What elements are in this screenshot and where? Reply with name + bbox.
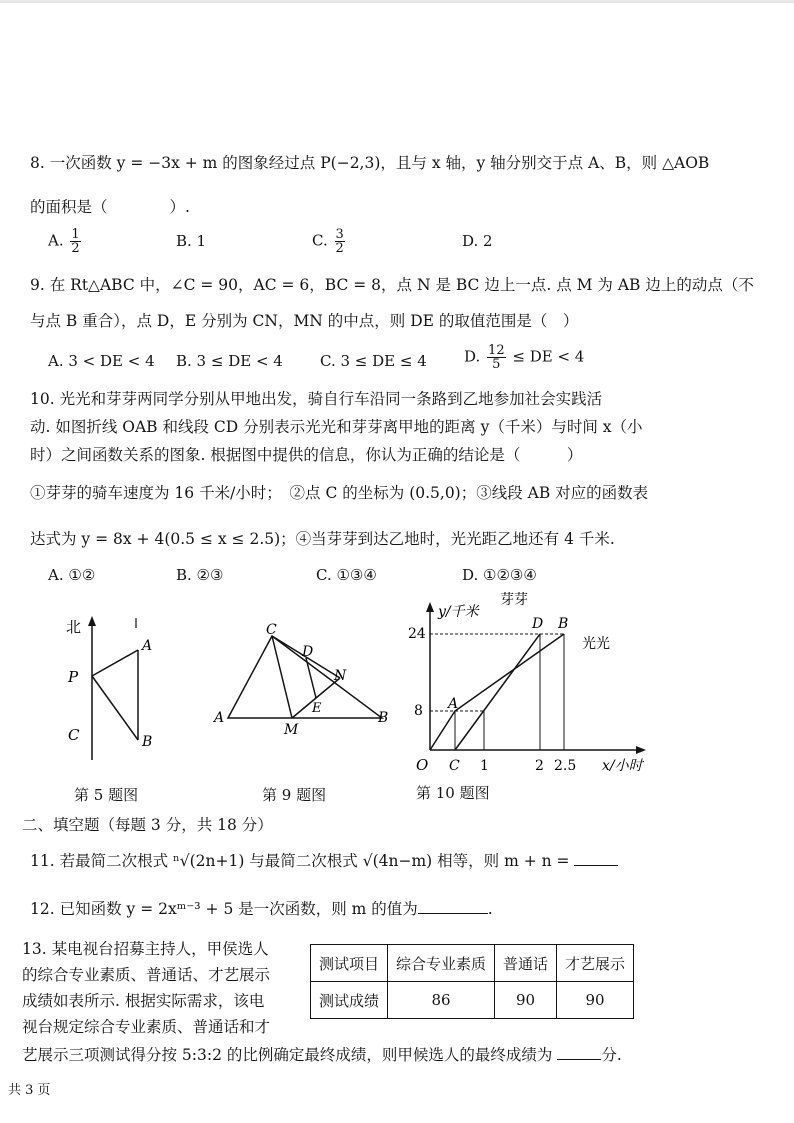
label-p: P	[68, 668, 79, 686]
y-axis-arrow-icon	[426, 602, 434, 612]
q12-answer-blank[interactable]	[418, 899, 488, 914]
q8-line2: 的面积是（ ）.	[30, 198, 190, 216]
x-axis-label: x/小时	[602, 758, 643, 774]
tick-y8: 8	[414, 703, 423, 719]
segment-pb	[92, 676, 138, 740]
label-d: D	[302, 644, 314, 660]
label-e: E	[312, 701, 322, 716]
q10-line1: 10. 光光和芽芽两同学分别从甲地出发，骑自行车沿同一条路到乙地参加社会实践活	[30, 390, 603, 408]
x-axis-arrow-icon	[636, 746, 646, 754]
q9-line2: 与点 B 重合），点 D，E 分别为 CN，MN 的中点，则 DE 的取值范围是（ ）	[30, 312, 579, 330]
q10-option-a: A. ①②	[48, 566, 96, 584]
table-header-cell: 测试项目	[311, 945, 388, 982]
q13-line4: 视台规定综合专业素质、普通话和才	[22, 1018, 271, 1036]
north-arrow-icon	[88, 616, 96, 626]
tick-x1: 1	[480, 758, 489, 774]
label-c: C	[266, 622, 277, 638]
table-cell: 测试成绩	[311, 982, 388, 1019]
label-n: N	[334, 668, 347, 684]
q12: 12. 已知函数 y = 2xᵐ⁻³ + 5 是一次函数，则 m 的值为 .	[30, 900, 493, 918]
q8-option-b: B. 1	[176, 232, 207, 250]
table-row	[311, 982, 634, 1019]
line-cd	[455, 634, 540, 750]
table-header-cell: 综合专业素质	[388, 945, 495, 982]
q8-option-a: A. $\frac{1}{2}$	[48, 227, 80, 256]
label-d: D	[532, 616, 544, 632]
q9-line1: 9. 在 Rt△ABC 中，∠C = 90，AC = 6，BC = 8，点 N 是 BC 边上一点. 点 M 为 AB 边上的动点（不	[30, 276, 754, 294]
q10-line5: 达式为 y = 8x + 4(0.5 ≤ x ≤ 2.5)；④当芽芽到达乙地时，光光距乙地还有 4 千米.	[30, 530, 615, 548]
q9-option-d: D. $\frac{12}{5}$ ≤ DE < 4	[464, 343, 585, 372]
q10-option-b: B. ②③	[176, 566, 224, 584]
figure-9	[206, 618, 402, 768]
q13-line1: 13. 某电视台招募主持人，甲侯选人	[22, 940, 269, 958]
table-header-row	[311, 945, 634, 982]
table-header-cell: 普通话	[495, 945, 557, 982]
q8-option-c: C. $\frac{3}{2}$	[312, 227, 344, 256]
figure-10	[404, 592, 674, 782]
label-north: 北	[66, 618, 82, 636]
q8-line1: 8. 一次函数 y = −3x + m 的图象经过点 P(−2,3)，且与 x 轴，y 轴分别交于点 A、B，则 △AOB	[30, 154, 710, 172]
figure-9-caption: 第 9 题图	[262, 786, 327, 804]
figure-5	[56, 610, 186, 770]
label-a: A	[214, 710, 225, 726]
figure-5-caption: 第 5 题图	[74, 786, 139, 804]
label-c: C	[68, 726, 80, 744]
q10-line4: ①芽芽的骑车速度为 16 千米/小时； ②点 C 的坐标为 (0.5,0)；③线段 AB 对应的函数表	[30, 484, 649, 502]
label-a: A	[448, 696, 459, 712]
tick-x25: 2.5	[554, 758, 577, 774]
tick-x2: 2	[535, 758, 544, 774]
q13-answer-blank[interactable]	[557, 1045, 601, 1060]
q10-option-d: D. ①②③④	[462, 566, 537, 584]
section-heading: 二、填空题（每题 3 分，共 18 分）	[22, 816, 273, 834]
q13-line2: 的综合专业素质、普通话、才艺展示	[22, 966, 271, 984]
q10-line2: 动. 如图折线 OAB 和线段 CD 分别表示光光和芽芽离甲地的距离 y（千米）与时间 x（小	[30, 418, 643, 436]
q10-option-c: C. ①③④	[316, 566, 377, 584]
table-header-cell: 才艺展示	[557, 945, 634, 982]
score-table	[310, 944, 634, 1019]
label-a: A	[142, 638, 153, 654]
q11: 11. 若最简二次根式 ⁿ√(2n+1) 与最简二次根式 √(4n−m) 相等，则 m + n =	[30, 850, 618, 872]
table-cell: 86	[388, 982, 495, 1019]
label-origin: O	[416, 756, 429, 774]
label-b: B	[378, 710, 389, 726]
segment-de	[306, 658, 316, 698]
label-m: M	[284, 722, 299, 738]
q13-line5: 艺展示三项测试得分按 5:3:2 的比例确定最终成绩，则甲候选人的最终成绩为 分.	[22, 1046, 622, 1064]
label-yaya: 芽芽	[500, 592, 528, 608]
y-axis-label: y/千米	[438, 604, 479, 620]
label-b: B	[558, 616, 569, 632]
q9-option-a: A. 3 < DE < 4	[48, 352, 155, 370]
tick-y24: 24	[408, 626, 426, 642]
q9-option-c: C. 3 ≤ DE ≤ 4	[320, 352, 427, 370]
label-c: C	[449, 758, 460, 774]
table-cell: 90	[557, 982, 634, 1019]
q13-line3: 成绩如表所示. 根据实际需求，该电	[22, 992, 265, 1010]
segment-pa	[92, 650, 138, 676]
label-guangguang: 光光	[582, 636, 610, 652]
q10-line3: 时）之间函数关系的图象. 根据图中提供的信息，你认为正确的结论是（ ）	[30, 446, 583, 464]
q8-option-d: D. 2	[462, 232, 493, 250]
page-footer: 共 3 页	[8, 1083, 51, 1098]
q9-option-b: B. 3 ≤ DE < 4	[176, 352, 283, 370]
figure-10-caption: 第 10 题图	[416, 784, 490, 802]
table-cell: 90	[495, 982, 557, 1019]
label-b: B	[142, 734, 153, 750]
top-edge	[0, 0, 794, 3]
q11-answer-blank[interactable]	[574, 851, 618, 866]
